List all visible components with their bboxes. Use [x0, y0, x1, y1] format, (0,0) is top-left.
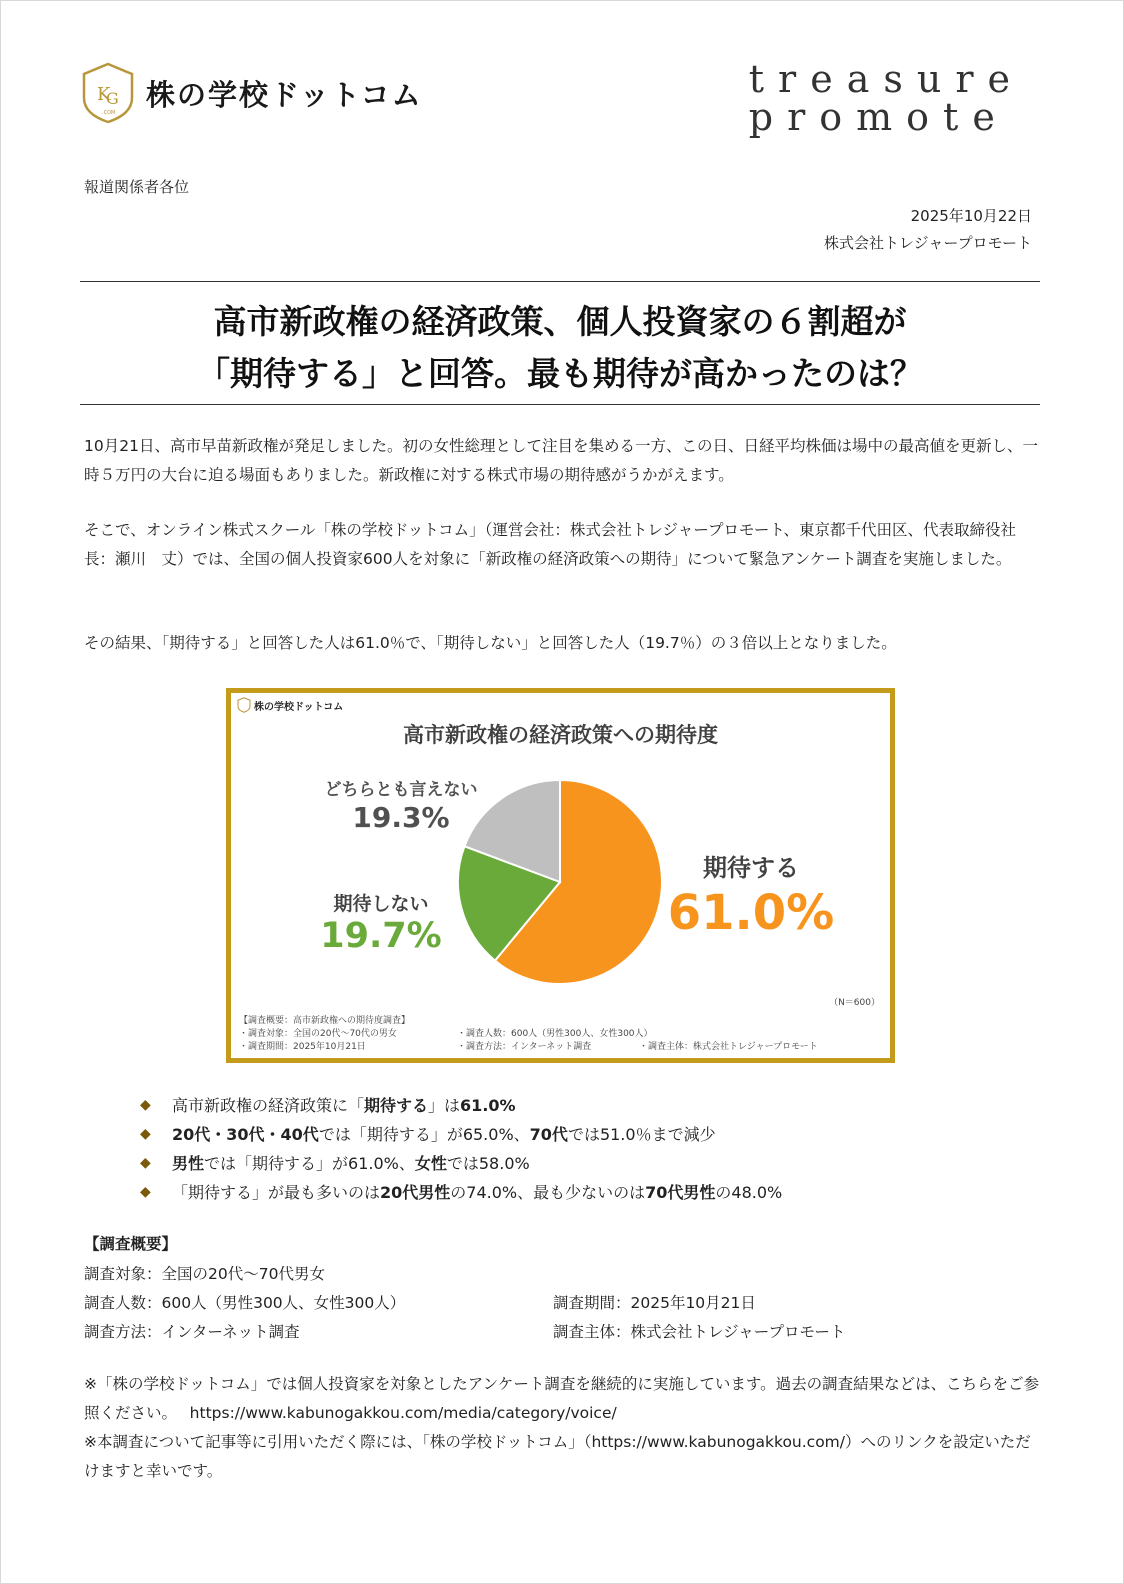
diamond-bullet-icon: ◆ — [140, 1184, 151, 1200]
chart-note-target: ・調査対象：全国の20代～70代の男女 — [239, 1029, 397, 1039]
key-findings-list — [140, 1091, 782, 1207]
finding-item — [140, 1091, 782, 1120]
headline-top-rule — [80, 281, 1040, 282]
logo-text: 株の学校ドットコム — [146, 77, 423, 112]
paragraph-survey: そこで、オンライン株式スクール「株の学校ドットコム」（運営会社：株式会社トレジャープロモート、東京都千代田区、代表取締役社長：瀬川 丈）では、全国の個人投資家600人を対象に「新政権の経済政策への期待」について緊急アンケート調査を実施しました。 — [84, 521, 1016, 568]
finding-text-run: の48.0% — [715, 1183, 783, 1202]
finding-text-run: 高市新政権の経済政策に「 — [172, 1096, 365, 1115]
finding-text-bold: 20代・30代・40代 — [172, 1125, 319, 1144]
finding-text-bold: 男性 — [172, 1154, 205, 1173]
value-expect: 61.0% — [667, 885, 835, 941]
footnote-archive: ※「株の学校ドットコム」では個人投資家を対象としたアンケート調査を継続的に実施しています。過去の調査結果などは、こちらをご参照ください。 https://www.kabunogakkou.com/media/category/voice/ — [84, 1375, 1040, 1422]
finding-text-run: 」は — [428, 1096, 461, 1115]
pie-chart-panel — [226, 688, 895, 1063]
survey-method: 調査方法：インターネット調査 — [84, 1323, 300, 1341]
paragraph-result: その結果、「期待する」と回答した人は61.0％で、「期待しない」と回答した人（19.7％）の３倍以上となりました。 — [84, 634, 897, 652]
company-logo — [80, 62, 423, 124]
brand-line-2: promote — [748, 95, 1009, 139]
kg-shield-logo-icon — [80, 62, 136, 124]
survey-heading: 【調査概要】 — [84, 1235, 178, 1253]
finding-text-run: では51.0％まで減少 — [567, 1125, 716, 1144]
finding-text — [172, 1091, 516, 1120]
finding-text-bold: 期待する — [364, 1096, 429, 1115]
chart-note-count: ・調査人数：600人（男性300人、女性300人） — [457, 1029, 653, 1039]
svg-text:.COM: .COM — [102, 110, 116, 116]
finding-text-run: では「期待する」が61.0%、 — [204, 1154, 415, 1173]
label-not-expect: 期待しない — [333, 893, 429, 915]
value-not-expect: 19.7% — [320, 916, 442, 956]
survey-target: 調査対象：全国の20代～70代男女 — [84, 1265, 325, 1283]
chart-note-title: 【調査概要：高市新政権への期待度調査】 — [239, 1016, 411, 1026]
headline-bottom-rule — [80, 404, 1040, 405]
chart-title: 高市新政権の経済政策への期待度 — [403, 723, 718, 747]
finding-item — [140, 1149, 782, 1178]
brand-wordmark — [748, 57, 1024, 139]
finding-text-run: 「期待する」が最も多いのは — [172, 1183, 381, 1202]
chart-note-method: ・調査方法：インターネット調査 — [457, 1042, 592, 1052]
finding-text-bold: 70代男性 — [645, 1183, 716, 1202]
finding-item — [140, 1120, 782, 1149]
headline-line-2: 「期待する」と回答。最も期待が高かったのは？ — [197, 354, 923, 393]
label-expect: 期待する — [703, 854, 799, 882]
paragraph-intro: 10月21日、高市早苗新政権が発足しました。初の女性総理として注目を集める一方、この日、日経平均株価は場中の最高値を更新し、一時５万円の大台に迫る場面もありました。新政権に対する株式市場の期待感がうかがえます。 — [84, 437, 1038, 484]
finding-text-run: では58.0% — [446, 1154, 530, 1173]
survey-period: 調査期間：2025年10月21日 — [553, 1294, 756, 1312]
value-neutral: 19.3% — [352, 801, 450, 834]
diamond-bullet-icon: ◆ — [140, 1155, 151, 1171]
finding-text — [172, 1120, 716, 1149]
sample-size: （N＝600） — [829, 998, 880, 1008]
chart-note-owner: ・調査主体：株式会社トレジャープロモート — [639, 1042, 818, 1052]
finding-text-bold: 女性 — [414, 1154, 447, 1173]
svg-text:G: G — [106, 89, 119, 108]
finding-text — [172, 1149, 530, 1178]
finding-text-bold: 20代男性 — [380, 1183, 451, 1202]
chart-logo-text: 株の学校ドットコム — [254, 701, 344, 713]
issuer-company: 株式会社トレジャープロモート — [824, 234, 1032, 252]
finding-text — [172, 1178, 782, 1207]
finding-text-bold: 61.0% — [460, 1096, 516, 1115]
brand-line-1: treasure — [748, 57, 1024, 101]
survey-owner: 調査主体：株式会社トレジャープロモート — [553, 1323, 846, 1341]
label-neutral: どちらとも言えない — [324, 780, 478, 800]
footnote-citation: ※本調査について記事等に引用いただく際には、「株の学校ドットコム」（https://www.kabunogakkou.com/）へのリンクを設定いただけますと幸いです。 — [84, 1433, 1031, 1480]
release-date: 2025年10月22日 — [910, 207, 1032, 225]
addressee: 報道関係者各位 — [84, 178, 190, 196]
headline — [80, 296, 1040, 400]
diamond-bullet-icon: ◆ — [140, 1097, 151, 1113]
finding-text-bold: 70代 — [529, 1125, 568, 1144]
footnotes — [84, 1370, 1044, 1486]
chart-note-period: ・調査期間：2025年10月21日 — [239, 1042, 366, 1052]
survey-count: 調査人数：600人（男性300人、女性300人） — [84, 1294, 406, 1312]
finding-text-run: の74.0%、最も少ないのは — [450, 1183, 646, 1202]
finding-text-run: では「期待する」が65.0%、 — [318, 1125, 530, 1144]
headline-line-1: 高市新政権の経済政策、個人投資家の６割超が — [213, 302, 907, 341]
diamond-bullet-icon: ◆ — [140, 1126, 151, 1142]
finding-item — [140, 1178, 782, 1207]
svg-text:K: K — [97, 84, 111, 105]
